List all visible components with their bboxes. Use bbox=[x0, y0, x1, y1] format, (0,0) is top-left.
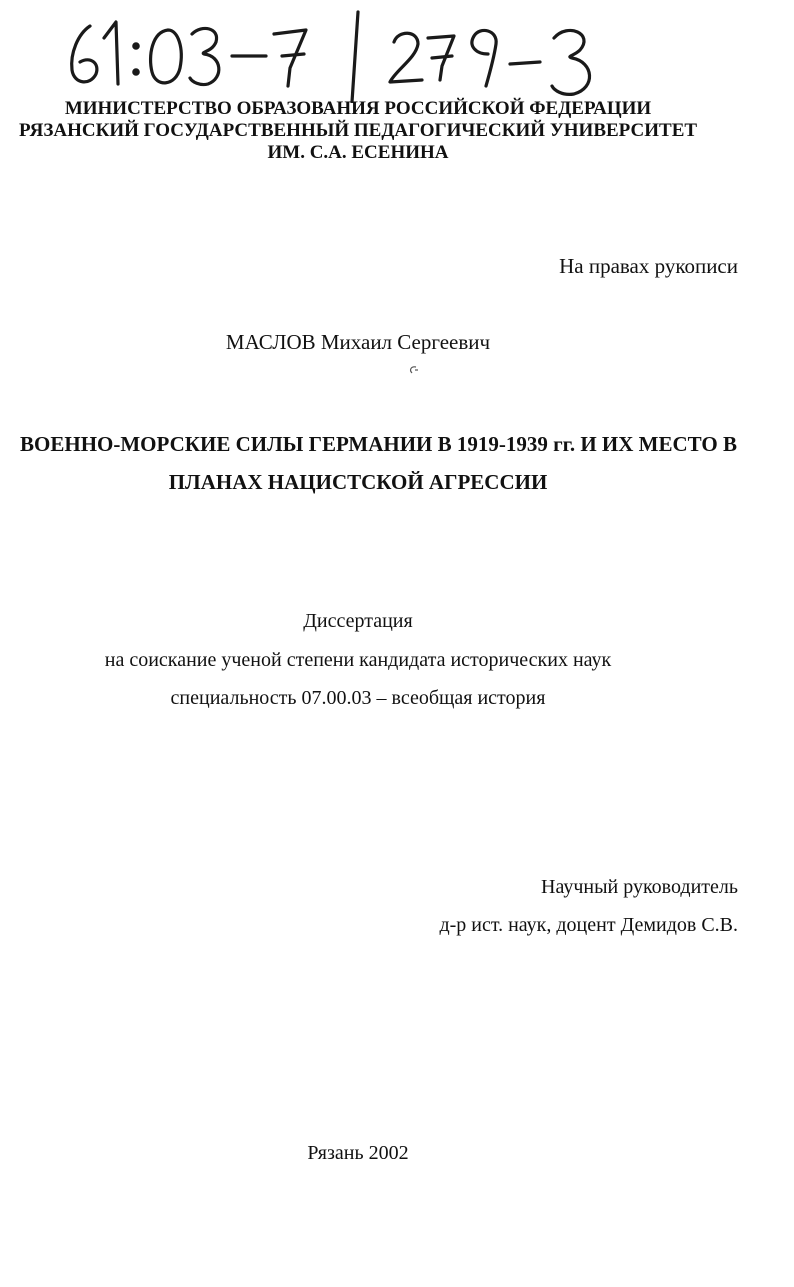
stray-mark-icon bbox=[406, 364, 420, 376]
title-line-2: ПЛАНАХ НАЦИСТСКОЙ АГРЕССИИ bbox=[168, 470, 548, 494]
dissertation-type: Диссертация bbox=[303, 610, 413, 632]
manuscript-note: На правах рукописи bbox=[559, 254, 738, 278]
author-name: МАСЛОВ Михаил Сергеевич bbox=[225, 330, 491, 354]
title-line-1-wrapper bbox=[0, 426, 794, 466]
handwritten-archive-code bbox=[60, 8, 640, 103]
title-line-1: ВОЕННО-МОРСКИЕ СИЛЫ ГЕРМАНИИ В 1919-1939 гг. И ИХ МЕСТО В bbox=[20, 432, 737, 456]
dissertation-speciality: специальность 07.00.03 – всеобщая история bbox=[170, 687, 546, 709]
ministry-line: МИНИСТЕРСТВО ОБРАЗОВАНИЯ РОССИЙСКОЙ ФЕДЕРАЦИИ bbox=[64, 98, 652, 119]
institution-header bbox=[0, 98, 716, 164]
named-after-line: ИМ. С.А. ЕСЕНИНА bbox=[267, 142, 449, 163]
university-line: РЯЗАНСКИЙ ГОСУДАРСТВЕННЫЙ ПЕДАГОГИЧЕСКИЙ УНИВЕРСИТЕТ bbox=[18, 120, 698, 141]
supervisor-name: д-р ист. наук, доцент Демидов С.В. bbox=[439, 914, 738, 936]
supervisor-label: Научный руководитель bbox=[541, 876, 738, 898]
dissertation-degree: на соискание ученой степени кандидата исторических наук bbox=[104, 649, 612, 671]
place-year: Рязань 2002 bbox=[307, 1142, 409, 1164]
